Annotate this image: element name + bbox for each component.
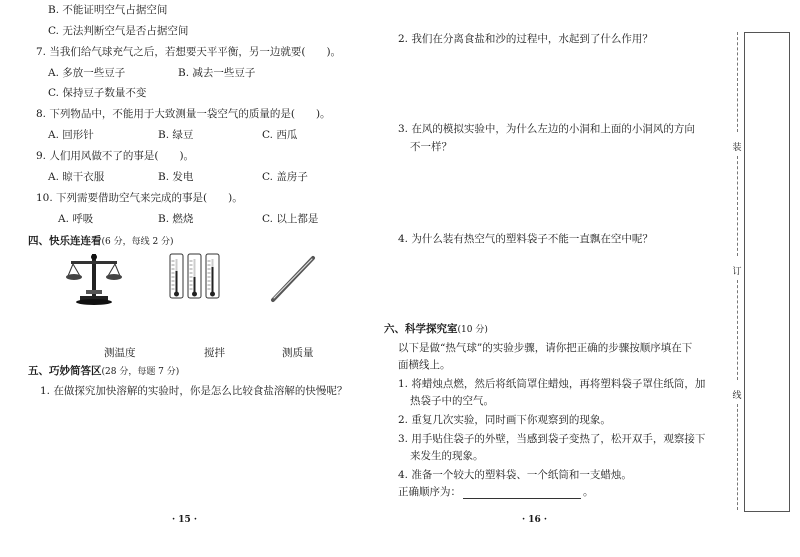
q10-option-b: B. 燃烧 bbox=[158, 213, 194, 225]
step1-line2: 热袋子中的空气。 bbox=[410, 395, 494, 407]
page-number-right: · 16 · bbox=[522, 515, 548, 525]
answer-end: 。 bbox=[583, 486, 594, 498]
binding-box bbox=[744, 32, 790, 512]
answer-blank[interactable] bbox=[463, 487, 581, 499]
label-stir: 搅拌 bbox=[204, 347, 225, 359]
q8-option-b: B. 绿豆 bbox=[158, 129, 194, 141]
section6-intro-line2: 面横线上。 bbox=[398, 359, 451, 371]
section4-heading bbox=[28, 234, 174, 249]
section4-note: (6 分，每线 2 分) bbox=[101, 237, 174, 247]
binding-dash-1 bbox=[737, 32, 738, 132]
binding-dash-3 bbox=[737, 280, 738, 380]
section6-intro-line1: 以下是做“热气球”的实验步骤，请你把正确的步骤按顺序填在下 bbox=[398, 342, 693, 354]
q9-text: 9. 人们用风做不了的事是( )。 bbox=[36, 150, 195, 162]
q6-option-c: C. 无法判断空气是否占据空间 bbox=[48, 25, 189, 37]
q7-text: 7. 当我们给气球充气之后，若想要天平平衡，另一边就要( )。 bbox=[36, 46, 342, 58]
q8-text: 8. 下列物品中，不能用于大致测量一袋空气的质量的是( )。 bbox=[36, 108, 331, 120]
stirring-rod-image bbox=[268, 254, 318, 304]
section5-title: 五、巧妙简答区 bbox=[28, 365, 102, 377]
thermometers-image bbox=[168, 253, 220, 303]
q7-option-b: B. 减去一些豆子 bbox=[178, 67, 256, 79]
label-measure-temperature: 测温度 bbox=[104, 347, 136, 359]
q7-option-c: C. 保持豆子数量不变 bbox=[48, 87, 147, 99]
q9-option-a: A. 晾干衣服 bbox=[48, 171, 105, 183]
q3-line2: 不一样？ bbox=[410, 141, 452, 153]
step3-line1: 3. 用手贴住袋子的外壁，当感到袋子变热了，松开双手，观察接下 bbox=[398, 433, 706, 445]
step3-line2: 来发生的现象。 bbox=[410, 450, 484, 462]
q6-option-b: B. 不能证明空气占据空间 bbox=[48, 4, 168, 16]
binding-char-zhuang: 装 bbox=[732, 143, 742, 153]
left-page bbox=[0, 0, 380, 557]
section6-note: (10 分) bbox=[457, 325, 488, 335]
answer-row bbox=[398, 485, 594, 499]
q9-option-b: B. 发电 bbox=[158, 171, 194, 183]
q4-text: 4. 为什么装有热空气的塑料袋子不能一直飘在空中呢？ bbox=[398, 233, 653, 245]
q10-text: 10. 下列需要借助空气来完成的事是( )。 bbox=[36, 192, 243, 204]
balance-scale-image bbox=[66, 252, 122, 306]
section6-title: 六、科学探究室 bbox=[384, 323, 458, 335]
q7-option-a: A. 多放一些豆子 bbox=[48, 67, 126, 79]
section4-title: 四、快乐连连看 bbox=[28, 235, 102, 247]
q8-option-a: A. 回形针 bbox=[48, 129, 94, 141]
q9-option-c: C. 盖房子 bbox=[262, 171, 308, 183]
step2: 2. 重复几次实验，同时画下你观察到的现象。 bbox=[398, 414, 611, 426]
section5-q1: 1. 在做探究加快溶解的实验时，你是怎么比较食盐溶解的快慢呢？ bbox=[40, 385, 348, 397]
answer-label: 正确顺序为： bbox=[398, 486, 461, 498]
q3-line1: 3. 在风的模拟实验中，为什么左边的小洞和上面的小洞风的方向 bbox=[398, 123, 695, 135]
page-number-left: · 15 · bbox=[172, 515, 198, 525]
q10-option-c: C. 以上都是 bbox=[262, 213, 319, 225]
binding-char-xian: 线 bbox=[732, 391, 742, 401]
binding-dash-4 bbox=[737, 404, 738, 510]
section6-heading bbox=[384, 322, 488, 337]
section5-note: (28 分，每题 7 分) bbox=[101, 367, 180, 377]
binding-dash-2 bbox=[737, 156, 738, 256]
step1-line1: 1. 将蜡烛点燃，然后将纸筒罩住蜡烛，再将塑料袋子罩住纸筒，加 bbox=[398, 378, 706, 390]
q10-option-a: A. 呼吸 bbox=[58, 213, 94, 225]
label-measure-mass: 测质量 bbox=[282, 347, 314, 359]
step4: 4. 准备一个较大的塑料袋、一个纸筒和一支蜡烛。 bbox=[398, 469, 632, 481]
q2-text: 2. 我们在分离食盐和沙的过程中，水起到了什么作用？ bbox=[398, 33, 653, 45]
q8-option-c: C. 西瓜 bbox=[262, 129, 298, 141]
section5-heading bbox=[28, 364, 179, 379]
binding-char-ding: 订 bbox=[732, 267, 742, 277]
